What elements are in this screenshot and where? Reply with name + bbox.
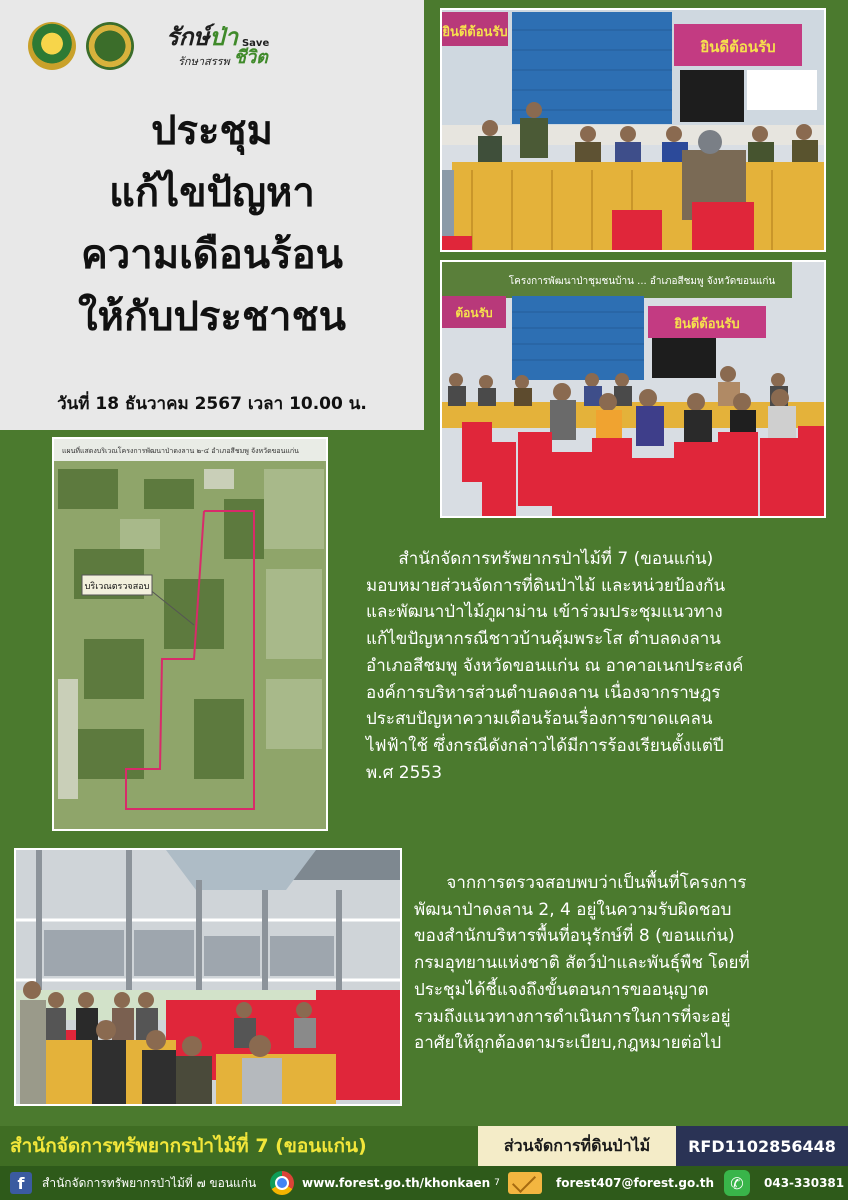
paragraph-inspection-result (414, 870, 834, 1057)
logo-sub-text: รักษาสรรพ (178, 55, 230, 68)
paragraph-line: ประชุมได้ชี้แจงถึงขั้นตอนการขออนุญาต (414, 979, 709, 1000)
title-line-2: แก้ไขปัญหา (109, 170, 315, 216)
footer-banner (0, 1126, 848, 1166)
website-suffix: 7 (494, 1178, 500, 1188)
footer-facebook[interactable] (10, 1166, 256, 1200)
logo-save-text: Save (241, 38, 270, 49)
facebook-page-name[interactable]: สำนักจัดการทรัพยากรป่าไม้ที่ ๗ ขอนแก่น (42, 1175, 257, 1190)
paragraph-line: แก้ไขปัญหากรณีชาวบ้านคุ้มพระโส ตำบลดงลาน (366, 629, 721, 650)
footer-office-name: สำนักจัดการทรัพยากรป่าไม้ที่ 7 (ขอนแก่น) (0, 1126, 478, 1166)
footer-reference-code: RFD1102856448 (676, 1126, 848, 1166)
footer-division-name: ส่วนจัดการที่ดินป่าไม้ (478, 1126, 676, 1166)
page-title (0, 100, 424, 348)
title-line-1: ประชุม (151, 108, 273, 154)
welcome-banner-left-2: ต้อนรับ (455, 306, 493, 320)
email-link[interactable]: forest407@forest.go.th (556, 1176, 715, 1190)
phone-number[interactable]: 043-330381 (764, 1176, 845, 1190)
paragraph-line: ประสบปัญหาความเดือนร้อนเรื่องการขาดแคลน (366, 709, 713, 730)
logo-life-text: ชีวิต (233, 47, 268, 68)
inspection-area-callout: บริเวณตรวจสอบ (84, 582, 150, 592)
meeting-photo-hall (14, 848, 402, 1106)
paragraph-line: องค์การบริหารส่วนตำบลดงลาน เนื่องจากราษฎร (366, 682, 721, 703)
footer-email[interactable] (508, 1166, 714, 1200)
inspection-area-map (52, 437, 328, 831)
map-illustration (54, 439, 326, 829)
paragraph-line: ของสำนักบริหารพื้นที่อนุรักษ์ที่ 8 (ขอนแก่น) (414, 926, 735, 947)
title-line-3: ความเดือนร้อน (81, 232, 343, 278)
browser-icon (270, 1171, 294, 1195)
facebook-icon: f (10, 1172, 32, 1194)
welcome-banner-right: ยินดีต้อนรับ (700, 38, 776, 56)
meeting-photo-3-illustration (16, 850, 400, 1104)
welcome-banner-left: ยินดีต้อนรับ (442, 25, 508, 40)
department-emblem-icon (28, 22, 76, 70)
paragraph-line: และพัฒนาป่าไม้ภูผาม่าน เข้าร่วมประชุมแนวทาง (366, 602, 723, 623)
footer-contact-bar (0, 1166, 848, 1200)
royal-forest-department-logo-icon (86, 22, 134, 70)
footer-phone[interactable] (724, 1166, 844, 1200)
logo-row (28, 22, 269, 70)
paragraph-line: อาศัยให้ถูกต้องตามระเบียบ,กฎหมายต่อไป (414, 1033, 722, 1054)
meeting-photo-head-table (440, 8, 826, 252)
map-header-text: แผนที่แสดงบริเวณโครงการพัฒนาป่าดงลาน ๒-๔ อำเภอสีชมพู จังหวัดขอนแก่น (62, 447, 299, 455)
footer-website[interactable] (270, 1166, 500, 1200)
phone-icon: ✆ (724, 1170, 750, 1196)
paragraph-line: จากการตรวจสอบพบว่าเป็นพื้นที่โครงการ (414, 873, 747, 893)
title-panel (0, 0, 424, 430)
paragraph-meeting-summary (366, 546, 836, 786)
paragraph-line: มอบหมายส่วนจัดการที่ดินป่าไม้ และหน่วยป้องกัน (366, 575, 726, 596)
event-date: วันที่ 18 ธันวาคม 2567 เวลา 10.00 น. (57, 394, 367, 414)
website-link[interactable]: www.forest.go.th/khonkaen (302, 1176, 491, 1190)
meeting-photo-audience (440, 260, 826, 518)
welcome-banner-right-2: ยินดีต้อนรับ (674, 317, 740, 332)
paragraph-line: กรมอุทยานแห่งชาติ สัตว์ป่าและพันธุ์พืช โดยที่ (414, 953, 750, 974)
meeting-photo-2-illustration (442, 262, 824, 516)
meeting-photo-1-illustration (442, 10, 824, 250)
title-line-4: ให้กับประชาชน (78, 294, 346, 340)
paragraph-line: อำเภอสีชมพู จังหวัดขอนแก่น ณ อาคาอเนกประสงค์ (366, 655, 744, 676)
email-icon (508, 1172, 542, 1194)
rak-pa-campaign-logo: รักษ์ป่า Save รักษาสรรพ ชีวิต (166, 23, 270, 68)
paragraph-line: สำนักจัดการทรัพยากรป่าไม้ที่ 7 (ขอนแก่น) (366, 549, 714, 569)
paragraph-line: ไฟฟ้าใช้ ซึ่งกรณีดังกล่าวได้มีการร้องเรียนตั้งแต่ปี (366, 735, 724, 756)
project-banner: โครงการพัฒนาป่าชุมชนบ้าน ... อำเภอสีชมพู จังหวัดขอนแก่น (508, 276, 776, 287)
paragraph-line: พ.ศ 2553 (366, 762, 443, 783)
paragraph-line: รวมถึงแนวทางการดำเนินการในการที่จะอยู่ (414, 1006, 731, 1027)
paragraph-line: พัฒนาป่าดงลาน 2, 4 อยู่ในความรับผิดชอบ (414, 899, 732, 920)
